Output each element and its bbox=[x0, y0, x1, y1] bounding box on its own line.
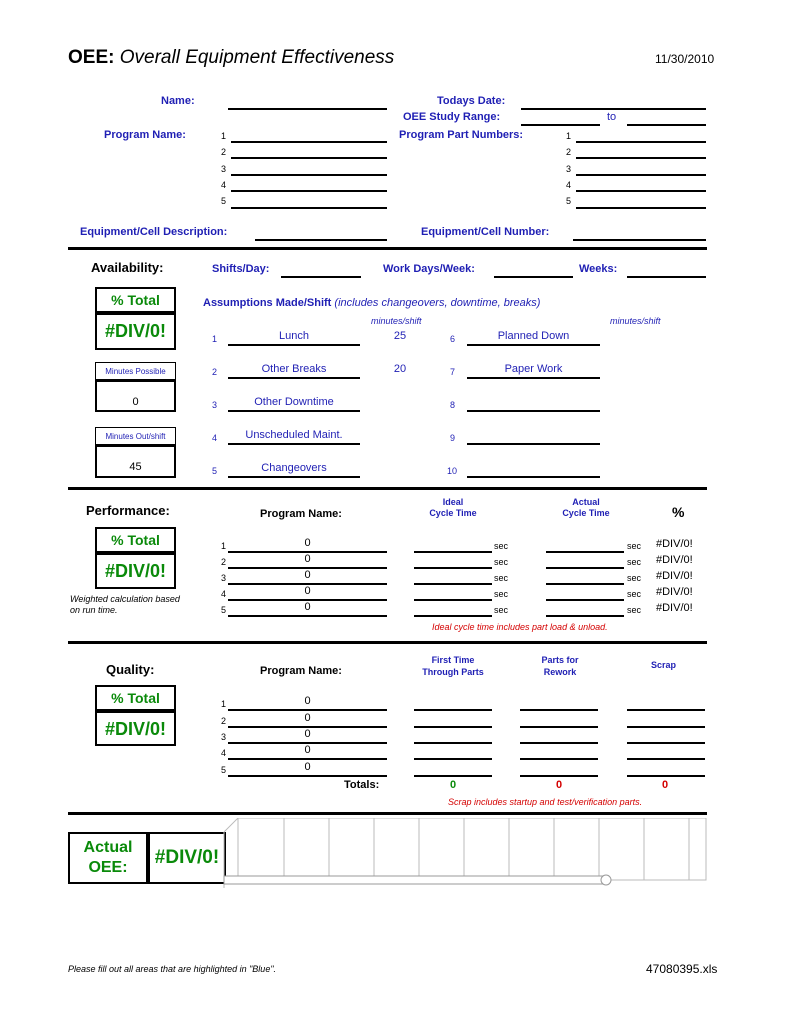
assumption-minutes: 25 bbox=[393, 330, 407, 342]
assumption-field[interactable] bbox=[228, 344, 360, 346]
weighted-note-1: Weighted calculation based bbox=[70, 594, 180, 604]
ideal-note: Ideal cycle time includes part load & unload. bbox=[432, 622, 608, 632]
actual-cycle-field[interactable] bbox=[546, 551, 624, 553]
oee-value: #DIV/0! bbox=[154, 847, 220, 868]
ideal-cycle-field[interactable] bbox=[414, 615, 492, 617]
ideal-cycle-field[interactable] bbox=[414, 583, 492, 585]
performance-pct-value-box bbox=[95, 553, 176, 589]
first-time-field[interactable] bbox=[414, 775, 492, 777]
availability-heading: Availability: bbox=[91, 260, 164, 275]
part-number-field[interactable] bbox=[576, 141, 706, 143]
program-name-field[interactable] bbox=[231, 190, 387, 192]
assumption-num: 5 bbox=[212, 466, 218, 476]
scrap-field[interactable] bbox=[627, 742, 705, 744]
quality-pct-label-box bbox=[95, 685, 176, 711]
perf-row-pct: #DIV/0! bbox=[656, 602, 693, 614]
ideal-cycle-label-2: Cycle Time bbox=[429, 508, 477, 518]
divider bbox=[68, 247, 707, 250]
part-number-field[interactable] bbox=[576, 190, 706, 192]
footer-note: Please fill out all areas that are highlighted in "Blue". bbox=[68, 964, 277, 974]
equip-desc-label: Equipment/Cell Description: bbox=[80, 226, 228, 238]
assumptions-heading bbox=[203, 297, 540, 309]
performance-pct-value: #DIV/0! bbox=[104, 561, 167, 581]
work-days-label: Work Days/Week: bbox=[383, 263, 475, 275]
part-num: 3 bbox=[566, 164, 572, 174]
min-shift-label-right: minutes/shift bbox=[610, 316, 661, 326]
perf-row-program-field bbox=[228, 615, 387, 617]
scrap-field[interactable] bbox=[627, 709, 705, 711]
assumption-num: 10 bbox=[447, 466, 458, 476]
assumption-num: 7 bbox=[450, 367, 456, 377]
qual-row-program-field bbox=[228, 758, 387, 760]
total-rework: 0 bbox=[555, 779, 563, 791]
title-italic: Overall Equipment Effectiveness bbox=[119, 47, 395, 68]
scrap-label: Scrap bbox=[651, 660, 677, 670]
part-number-field[interactable] bbox=[576, 157, 706, 159]
availability-pct-label-box bbox=[95, 287, 176, 313]
oee-value-box bbox=[148, 832, 226, 884]
shifts-field[interactable] bbox=[281, 276, 361, 278]
sec-label: sec bbox=[627, 541, 642, 551]
perf-row-num: 4 bbox=[221, 589, 227, 599]
perf-row-pct: #DIV/0! bbox=[656, 538, 693, 550]
divider bbox=[68, 487, 707, 490]
first-time-field[interactable] bbox=[414, 758, 492, 760]
first-time-field[interactable] bbox=[414, 726, 492, 728]
perf-row-program: 0 bbox=[304, 601, 311, 613]
first-time-field[interactable] bbox=[414, 742, 492, 744]
part-num: 4 bbox=[566, 180, 572, 190]
min-shift-label-left: minutes/shift bbox=[371, 316, 422, 326]
program-num: 2 bbox=[221, 147, 227, 157]
perf-row-program: 0 bbox=[304, 553, 311, 565]
actual-cycle-label-1: Actual bbox=[572, 497, 600, 507]
assumption-num: 9 bbox=[450, 433, 456, 443]
part-number-field[interactable] bbox=[576, 174, 706, 176]
shifts-label: Shifts/Day: bbox=[212, 263, 270, 275]
total-first-time: 0 bbox=[449, 779, 457, 791]
study-range-label: OEE Study Range: bbox=[403, 111, 501, 123]
sec-label: sec bbox=[627, 589, 642, 599]
assumption-field[interactable] bbox=[228, 377, 360, 379]
assumption-label: Other Breaks bbox=[261, 363, 327, 375]
sec-label: sec bbox=[494, 589, 509, 599]
program-num: 5 bbox=[221, 196, 227, 206]
perf-row-num: 3 bbox=[221, 573, 227, 583]
scrap-field[interactable] bbox=[627, 758, 705, 760]
divider bbox=[68, 641, 707, 644]
part-number-field[interactable] bbox=[576, 207, 706, 209]
assumption-label: Other Downtime bbox=[254, 396, 334, 408]
total-scrap: 0 bbox=[661, 779, 669, 791]
qual-row-program: 0 bbox=[304, 744, 311, 756]
equip-number-field[interactable] bbox=[573, 239, 706, 241]
assumption-field[interactable] bbox=[228, 410, 360, 412]
qual-row-program-field bbox=[228, 709, 387, 711]
oee-label-2: OEE: bbox=[88, 859, 128, 876]
program-name-field[interactable] bbox=[231, 157, 387, 159]
work-days-field[interactable] bbox=[494, 276, 573, 278]
equip-desc-field[interactable] bbox=[255, 239, 387, 241]
assumption-field[interactable] bbox=[467, 344, 600, 346]
rework-field[interactable] bbox=[520, 742, 598, 744]
availability-pct-value-box bbox=[95, 313, 176, 350]
first-time-field[interactable] bbox=[414, 709, 492, 711]
quality-pct-value: #DIV/0! bbox=[104, 719, 167, 739]
program-name-field[interactable] bbox=[231, 174, 387, 176]
perf-row-num: 5 bbox=[221, 605, 227, 615]
assumption-num: 1 bbox=[212, 334, 218, 344]
assumption-label: Unscheduled Maint. bbox=[245, 429, 343, 441]
minutes-possible-value: 0 bbox=[132, 396, 139, 408]
qual-row-num: 3 bbox=[221, 732, 227, 742]
minutes-out-label: Minutes Out/shift bbox=[105, 432, 166, 441]
qual-row-num: 5 bbox=[221, 765, 227, 775]
program-name-label: Program Name: bbox=[104, 129, 186, 141]
quality-program-name-label: Program Name: bbox=[260, 665, 342, 677]
program-part-numbers-label: Program Part Numbers: bbox=[399, 129, 524, 141]
equip-number-label: Equipment/Cell Number: bbox=[421, 226, 550, 238]
oee-label-box bbox=[68, 832, 148, 884]
assumption-field[interactable] bbox=[228, 443, 360, 445]
quality-pct-value-box bbox=[95, 711, 176, 746]
perf-row-program: 0 bbox=[304, 585, 311, 597]
rework-label-2: Rework bbox=[543, 667, 577, 677]
divider bbox=[68, 812, 707, 815]
minutes-out-value: 45 bbox=[129, 461, 142, 473]
ideal-cycle-field[interactable] bbox=[414, 599, 492, 601]
qual-row-program: 0 bbox=[304, 761, 311, 773]
program-num: 1 bbox=[221, 131, 227, 141]
availability-pct-value: #DIV/0! bbox=[104, 321, 167, 341]
assumption-field[interactable] bbox=[228, 476, 360, 478]
availability-pct-label: % Total bbox=[111, 292, 160, 308]
page-title bbox=[68, 47, 394, 69]
qual-row-program: 0 bbox=[304, 695, 311, 707]
qual-row-program-field bbox=[228, 775, 387, 777]
program-num: 4 bbox=[221, 180, 227, 190]
rework-label-1: Parts for bbox=[541, 655, 579, 665]
perf-row-pct: #DIV/0! bbox=[656, 570, 693, 582]
todays-date-label: Todays Date: bbox=[437, 95, 506, 107]
quality-pct-label: % Total bbox=[111, 690, 160, 706]
weeks-label: Weeks: bbox=[579, 263, 618, 275]
rework-field[interactable] bbox=[520, 775, 598, 777]
study-range-start-field[interactable] bbox=[521, 124, 600, 126]
report-date: 11/30/2010 bbox=[655, 52, 715, 66]
minutes-possible-label-box bbox=[95, 362, 176, 380]
ideal-cycle-field[interactable] bbox=[414, 551, 492, 553]
sec-label: sec bbox=[494, 557, 509, 567]
perf-row-program: 0 bbox=[304, 537, 311, 549]
assumptions-bold: Assumptions Made/Shift bbox=[203, 297, 332, 309]
perf-row-num: 2 bbox=[221, 557, 227, 567]
perf-row-pct: #DIV/0! bbox=[656, 586, 693, 598]
rework-field[interactable] bbox=[520, 709, 598, 711]
assumption-minutes: 20 bbox=[393, 363, 407, 375]
assumption-num: 3 bbox=[212, 400, 218, 410]
assumption-label: Changeovers bbox=[261, 462, 327, 474]
minutes-out-value-box bbox=[95, 445, 176, 478]
actual-cycle-field[interactable] bbox=[546, 599, 624, 601]
qual-row-program: 0 bbox=[304, 712, 311, 724]
performance-pct-label: % Total bbox=[111, 532, 160, 548]
performance-heading: Performance: bbox=[86, 503, 170, 518]
study-range-end-field[interactable] bbox=[627, 124, 706, 126]
to-label: to bbox=[607, 111, 617, 123]
ideal-cycle-field[interactable] bbox=[414, 567, 492, 569]
scrap-field[interactable] bbox=[627, 726, 705, 728]
name-field[interactable] bbox=[228, 108, 387, 110]
part-num: 2 bbox=[566, 147, 572, 157]
actual-cycle-label-2: Cycle Time bbox=[562, 508, 610, 518]
assumption-field[interactable] bbox=[467, 377, 600, 379]
assumption-field[interactable] bbox=[467, 443, 600, 445]
part-num: 1 bbox=[566, 131, 572, 141]
totals-label: Totals: bbox=[344, 779, 380, 791]
first-time-label-2: Through Parts bbox=[422, 667, 484, 677]
actual-cycle-field[interactable] bbox=[546, 567, 624, 569]
minutes-out-label-box bbox=[95, 427, 176, 445]
assumption-label: Planned Down bbox=[497, 330, 570, 342]
sec-label: sec bbox=[494, 541, 509, 551]
assumption-label: Lunch bbox=[279, 330, 309, 342]
sec-label: sec bbox=[494, 605, 509, 615]
qual-row-num: 1 bbox=[221, 699, 227, 709]
qual-row-program: 0 bbox=[304, 728, 311, 740]
assumption-num: 8 bbox=[450, 400, 456, 410]
sec-label: sec bbox=[627, 557, 642, 567]
program-name-field[interactable] bbox=[231, 207, 387, 209]
perf-row-program: 0 bbox=[304, 569, 311, 581]
qual-row-num: 2 bbox=[221, 716, 227, 726]
first-time-label-1: First Time bbox=[431, 655, 475, 665]
perf-program-name-label: Program Name: bbox=[260, 508, 342, 520]
assumption-num: 4 bbox=[212, 433, 218, 443]
sec-label: sec bbox=[627, 605, 642, 615]
actual-cycle-field[interactable] bbox=[546, 583, 624, 585]
scrap-field[interactable] bbox=[627, 775, 705, 777]
qual-row-num: 4 bbox=[221, 748, 227, 758]
program-name-field[interactable] bbox=[231, 141, 387, 143]
oee-chart-graphic bbox=[222, 818, 708, 890]
weeks-field[interactable] bbox=[627, 276, 706, 278]
actual-cycle-field[interactable] bbox=[546, 615, 624, 617]
todays-date-field[interactable] bbox=[521, 108, 706, 110]
rework-field[interactable] bbox=[520, 726, 598, 728]
sec-label: sec bbox=[494, 573, 509, 583]
assumption-num: 2 bbox=[212, 367, 218, 377]
ideal-cycle-label-1: Ideal bbox=[442, 497, 464, 507]
rework-field[interactable] bbox=[520, 758, 598, 760]
program-num: 3 bbox=[221, 164, 227, 174]
quality-heading: Quality: bbox=[106, 662, 155, 677]
footer-filename: 47080395.xls bbox=[646, 962, 718, 976]
title-bold: OEE: bbox=[68, 47, 115, 68]
name-label: Name: bbox=[161, 95, 195, 107]
minutes-possible-label: Minutes Possible bbox=[105, 367, 166, 376]
oee-label-1: Actual bbox=[83, 839, 133, 856]
perf-pct-header: % bbox=[672, 504, 685, 520]
sec-label: sec bbox=[627, 573, 642, 583]
weighted-note-2: on run time. bbox=[70, 605, 118, 615]
assumption-field[interactable] bbox=[467, 410, 600, 412]
perf-row-pct: #DIV/0! bbox=[656, 554, 693, 566]
assumption-num: 6 bbox=[450, 334, 456, 344]
part-num: 5 bbox=[566, 196, 572, 206]
assumption-field[interactable] bbox=[467, 476, 600, 478]
performance-pct-label-box bbox=[95, 527, 176, 553]
assumption-label: Paper Work bbox=[504, 363, 563, 375]
minutes-possible-value-box bbox=[95, 380, 176, 412]
assumptions-italic: (includes changeovers, downtime, breaks) bbox=[334, 297, 541, 309]
scrap-note: Scrap includes startup and test/verification parts. bbox=[448, 797, 643, 807]
perf-row-num: 1 bbox=[221, 541, 227, 551]
